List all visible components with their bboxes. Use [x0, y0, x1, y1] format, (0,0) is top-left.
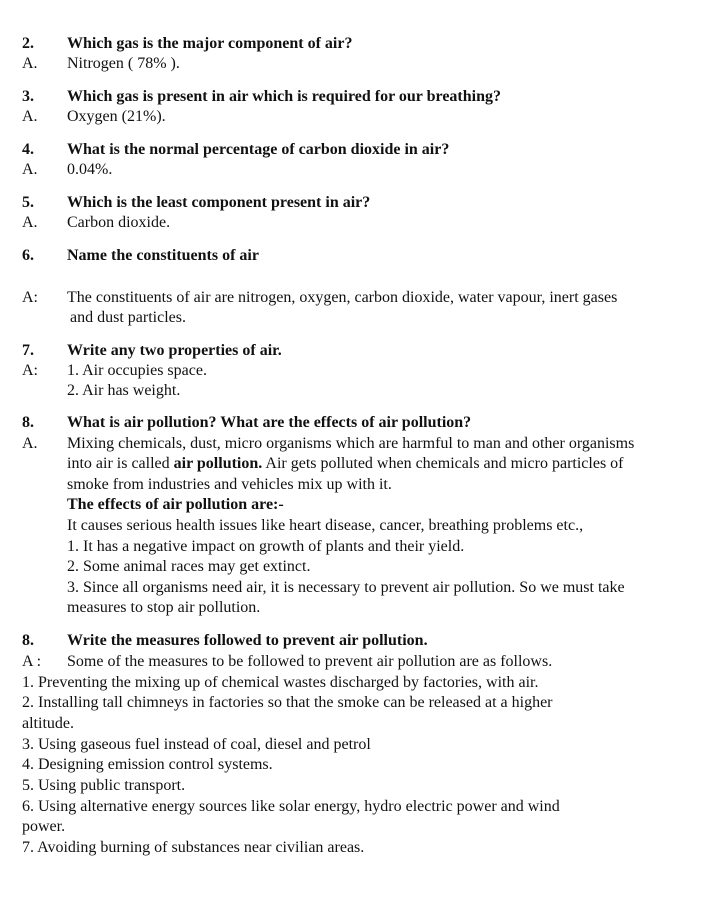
measure-text: altitude. [22, 715, 74, 732]
question-number: 4. [22, 141, 34, 158]
bold-term: air pollution. [173, 455, 263, 472]
answer-point: 2. Air has weight. [67, 382, 181, 399]
answer-label: A. [22, 55, 38, 72]
answer-text: Nitrogen ( 78% ). [67, 55, 180, 72]
effects-intro: It causes serious health issues like heart disease, cancer, breathing problems etc., [67, 517, 584, 534]
effect-text: measures to stop air pollution. [67, 599, 261, 616]
measure-text: 1. Preventing the mixing up of chemical wastes discharged by factories, with air. [22, 674, 539, 691]
answer-intro: Some of the measures to be followed to prevent air pollution are as follows. [67, 653, 553, 670]
answer-label: A. [22, 161, 38, 178]
question-number: 2. [22, 35, 34, 52]
answer-text [67, 454, 716, 475]
answer-text: smoke from industries and vehicles mix up with it. [67, 476, 392, 493]
question-number: 6. [22, 247, 34, 264]
question-text: Which gas is present in air which is required for our breathing? [67, 88, 501, 105]
question-text: Name the constituents of air [67, 247, 259, 264]
question-text: Which gas is the major component of air? [67, 35, 353, 52]
question-number: 7. [22, 342, 34, 359]
question-number: 8. [22, 632, 34, 649]
question-text: What is air pollution? What are the effects of air pollution? [67, 414, 472, 431]
measure-text: 2. Installing tall chimneys in factories so that the smoke can be released at a higher [22, 694, 553, 711]
answer-label: A. [22, 214, 38, 231]
measure-text: 5. Using public transport. [22, 777, 186, 794]
answer-text-post: Air gets polluted when chemicals and micro particles of [262, 455, 624, 472]
answer-text: Carbon dioxide. [67, 214, 171, 231]
measure-text: power. [22, 818, 66, 835]
measure-text: 6. Using alternative energy sources like solar energy, hydro electric power and wind [22, 798, 560, 815]
answer-text: 0.04%. [67, 161, 113, 178]
question-text: Which is the least component present in air? [67, 194, 371, 211]
answer-text: Oxygen (21%). [67, 108, 166, 125]
answer-label: A: [22, 289, 38, 306]
effect-text: 1. It has a negative impact on growth of plants and their yield. [67, 538, 465, 555]
answer-label: A. [22, 108, 38, 125]
question-text: Write any two properties of air. [67, 342, 282, 359]
question-text: Write the measures followed to prevent air pollution. [67, 632, 428, 649]
effect-text: 2. Some animal races may get extinct. [67, 558, 311, 575]
answer-text: and dust particles. [70, 309, 186, 326]
answer-label: A: [22, 362, 38, 379]
measure-text: 4. Designing emission control systems. [22, 756, 273, 773]
question-number: 8. [22, 414, 34, 431]
effects-heading: The effects of air pollution are:- [67, 496, 284, 513]
effect-text: 3. Since all organisms need air, it is necessary to prevent air pollution. So we must take [67, 579, 625, 596]
answer-label: A. [22, 435, 38, 452]
measure-text: 3. Using gaseous fuel instead of coal, diesel and petrol [22, 736, 371, 753]
question-number: 5. [22, 194, 34, 211]
answer-label: A : [22, 653, 42, 670]
measure-text: 7. Avoiding burning of substances near civilian areas. [22, 839, 365, 856]
answer-text: Mixing chemicals, dust, micro organisms which are harmful to man and other organisms [67, 435, 635, 452]
question-text: What is the normal percentage of carbon dioxide in air? [67, 141, 450, 158]
answer-text: The constituents of air are nitrogen, oxygen, carbon dioxide, water vapour, inert gases [67, 289, 618, 306]
answer-text-pre: into air is called [67, 455, 174, 472]
question-number: 3. [22, 88, 34, 105]
answer-point: 1. Air occupies space. [67, 362, 207, 379]
